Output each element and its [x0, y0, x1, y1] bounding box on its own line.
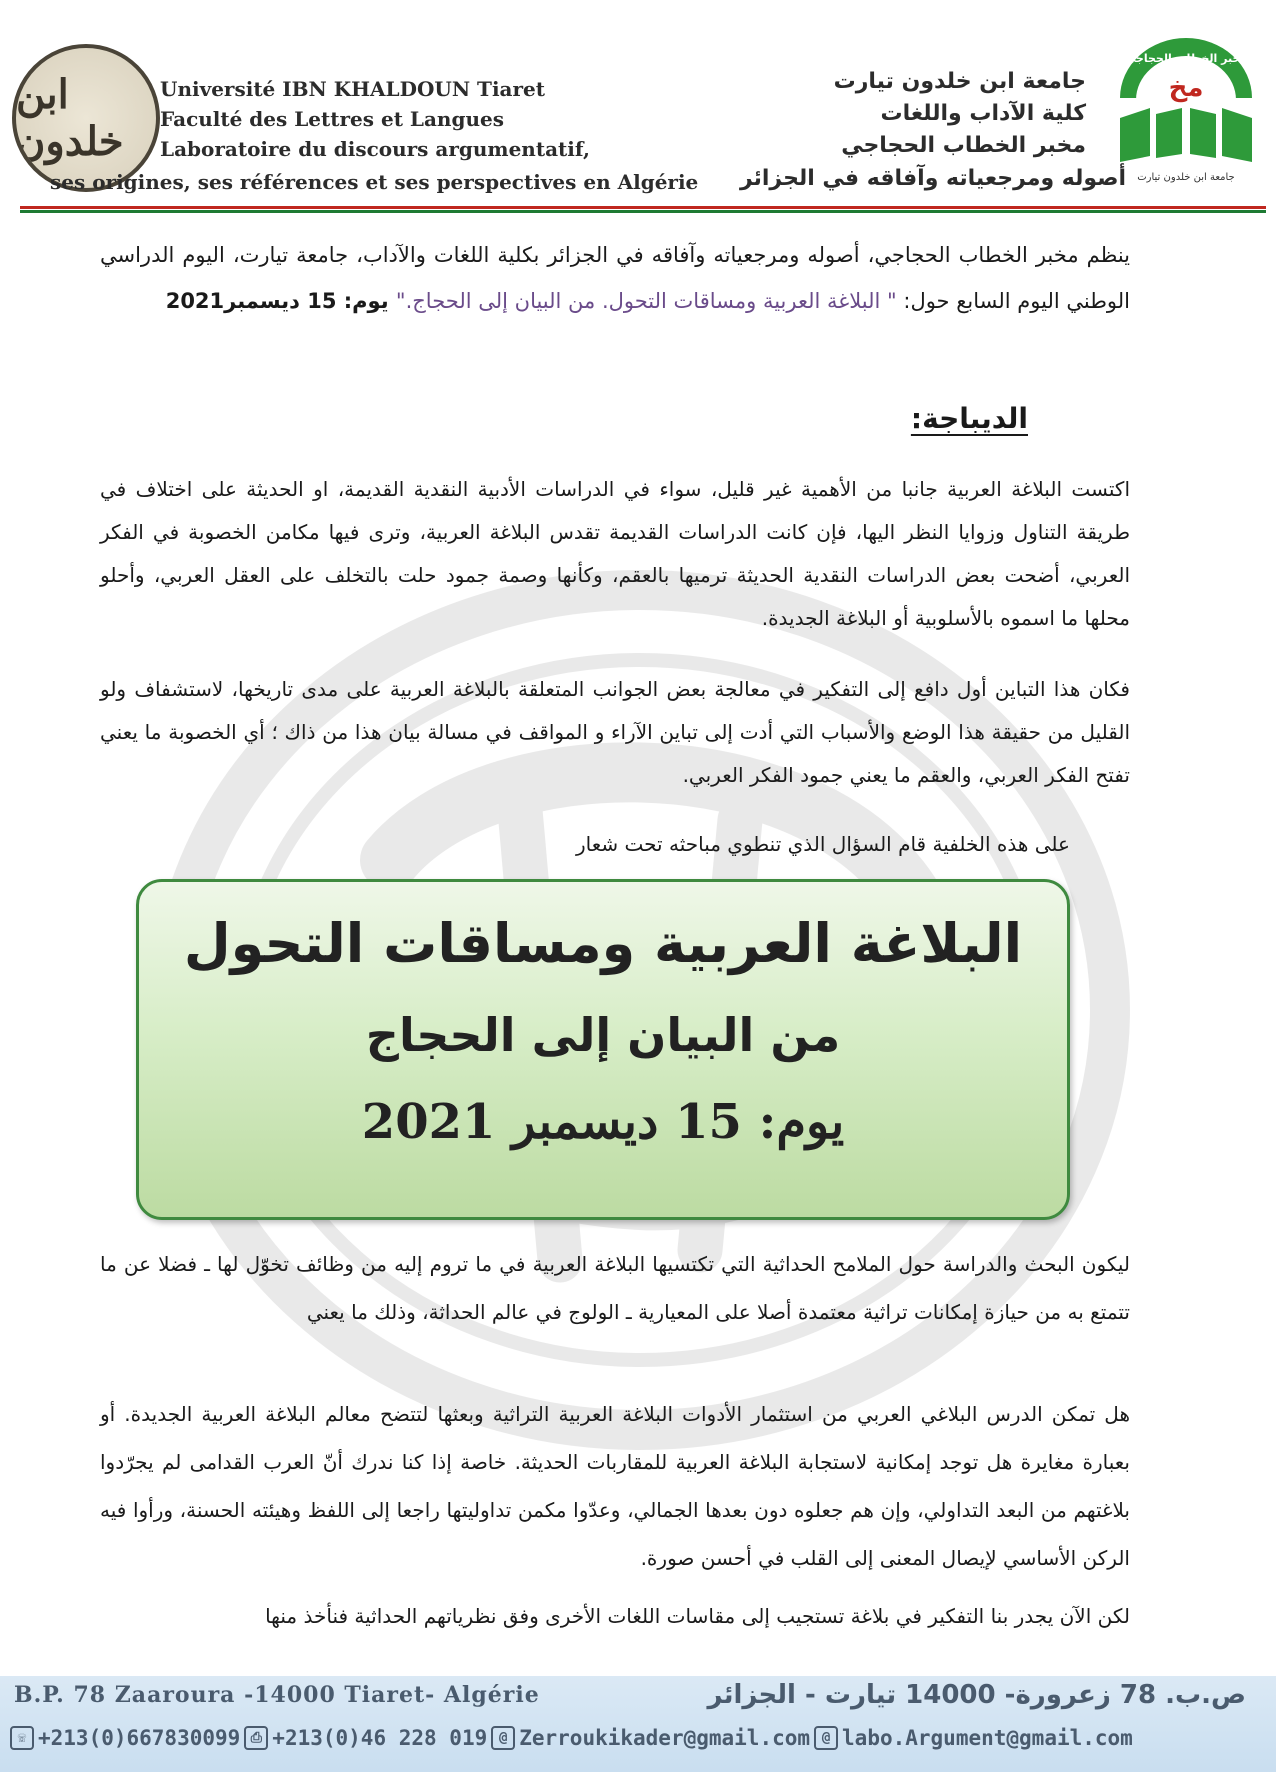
faculty-name-ar: كلية الآداب واللغات: [880, 101, 1086, 126]
email-icon: @: [814, 1726, 838, 1750]
banner-title: البلاغة العربية ومساقات التحول: [183, 912, 1023, 975]
paragraph-3: على هذه الخلفية قام السؤال الذي تنطوي مباحثه تحت شعار: [575, 832, 1070, 856]
lab-subtitle-ar: أصوله ومرجعياته وآفاقه في الجزائر: [739, 166, 1126, 191]
paragraph-2: فكان هذا التباين أول دافع إلى التفكير في معالجة بعض الجوانب المتعلقة بالبلاغة العربية على مدى تاريخها، لاستشفاف ولو القليل من حقيقة هذا الوضع والأسباب التي أدت إلى تباين الآراء و المواقف في مسالة بيان هذا من ذاك ؛ أي الخصوبة ما يعني تفتح الفكر العربي، والعقم ما يعني جمود الفكر العربي.: [100, 677, 1130, 787]
banner-date: يوم: 15 ديسمبر 2021: [361, 1094, 845, 1150]
footer-fax: +213(0)46 228 019: [272, 1726, 488, 1750]
event-date: يوم: 15 ديسمبر2021: [165, 289, 396, 313]
header-rule-green: [20, 210, 1266, 213]
paragraph-1: اكتست البلاغة العربية جانبا من الأهمية غير قليل، سواء في الدراسات الأدبية النقدية القديمة، او الحديثة على اختلاف في طريقة التناول وزوايا النظر اليها، فإن كانت الدراسات القديمة تقدس البلاغة العربية، وترى فيها مكامن الخصوبة في الفكر العربي، أضحت بعض الدراسات النقدية الحديثة ترميها بالعقم، وكأنها وصمة جمود حلت بالتخلف على العقل العربي، وأحلو محلها ما اسموه بالأسلوبية أو البلاغة الجديدة.: [100, 477, 1130, 630]
email-icon: @: [491, 1726, 515, 1750]
event-title-quote: " البلاغة العربية ومساقات التحول. من البيان إلى الحجاج.": [395, 289, 897, 313]
footer-email-1[interactable]: Zerroukikader@gmail.com: [519, 1726, 811, 1750]
preamble-heading: الديباجة:: [910, 402, 1028, 435]
lab-name-fr: Laboratoire du discours argumentatif,: [160, 137, 590, 161]
footer-contacts: [10, 1726, 1133, 1750]
university-name-fr: Université IBN KHALDOUN Tiaret: [160, 77, 545, 101]
header-rule-red: [20, 206, 1266, 209]
lab-logo-bottom-text: جامعة ابن خلدون تيارت: [1137, 172, 1235, 183]
banner-subtitle: من البيان إلى الحجاج: [365, 1008, 841, 1062]
faculty-name-fr: Faculté des Lettres et Langues: [160, 107, 504, 131]
lab-name-ar: مخبر الخطاب الحجاجي: [841, 133, 1086, 158]
lab-logo-arc-text: مخبر الخطاب الحجاجي: [1124, 52, 1248, 65]
footer-address-fr: B.P. 78 Zaaroura -14000 Tiaret- Algérie: [14, 1682, 540, 1708]
paragraph-6: لكن الآن يجدر بنا التفكير في بلاغة تستجيب إلى مقاسات اللغات الأخرى وفق نظرياتهم الحداثية فنأخذ منها: [265, 1604, 1130, 1628]
letterhead-arabic: [666, 66, 1086, 162]
lab-logo: [1110, 38, 1262, 188]
phone-icon: ☏: [10, 1726, 34, 1750]
university-name-ar: جامعة ابن خلدون تيارت: [833, 69, 1086, 94]
footer-phone: +213(0)667830099: [38, 1726, 241, 1750]
lab-subtitle-fr: ses origines, ses références et ses perspectives en Algérie: [50, 170, 699, 194]
lab-logo-center-text: مخ: [1168, 73, 1204, 103]
paragraph-4: ليكون البحث والدراسة حول الملامح الحداثية التي تكتسيها البلاغة العربية في ما تروم إليه من وظائف تخوّل لها ـ فضلا عن ما تتمتع به من حيازة إمكانات تراثية معتمدة أصلا على المعيارية ـ الولوج في عالم الحداثة، وذلك ما يعني: [100, 1252, 1130, 1324]
event-banner: [136, 879, 1070, 1220]
intro-paragraph: [100, 232, 1130, 324]
fax-icon: ⎙: [244, 1726, 268, 1750]
footer-email-2[interactable]: labo.Argument@gmail.com: [842, 1726, 1133, 1750]
paragraph-5: هل تمكن الدرس البلاغي العربي من استثمار الأدوات البلاغة العربية التراثية وبعثها لتتضح معالم البلاغة العربية الجديدة. أو بعبارة مغايرة هل توجد إمكانية لاستجابة البلاغة العربية للمقاربات الحديثة. خاصة إذا كنا ندرك أنّ العرب القدامى لم يجرّدوا بلاغتهم من البعد التداولي، وإن هم جعلوه دون بعدها الجمالي، وعدّوا مكمن تداوليتها راجعا إلى اللفظ وهيئته الحسنة، ورأوا فيه الركن الأساسي لإيصال المعنى إلى القلب في أحسن صورة.: [100, 1402, 1130, 1570]
footer-address-ar: ص.ب. 78 زعرورة- 14000 تيارت - الجزائر: [707, 1680, 1246, 1710]
letterhead: [0, 0, 1276, 212]
university-seal-logo: ابن خلدون: [12, 44, 160, 192]
footer: [0, 1676, 1276, 1772]
intro-text: ينظم مخبر الخطاب الحجاجي، أصوله ومرجعياته وآفاقه في الجزائر بكلية اللغات والآداب، جامعة تيارت، اليوم الدراسي الوطني اليوم السابع حول:: [100, 243, 1130, 313]
